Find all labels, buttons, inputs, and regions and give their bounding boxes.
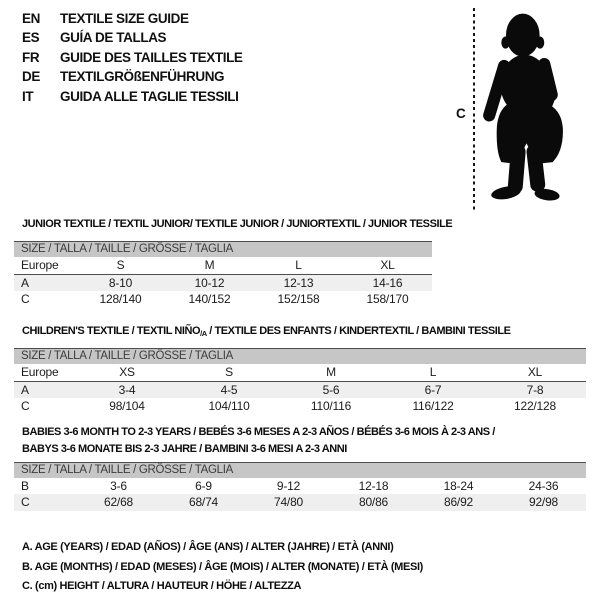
row-label: Europe [14, 364, 76, 382]
size-header-band [14, 463, 586, 478]
language-row-it [22, 87, 243, 106]
language-row-es [22, 28, 243, 47]
value-cell: 6-7 [382, 382, 484, 398]
size-header-label: SIZE / TALLA / TAILLE / GRÖSSE / TAGLIA [14, 349, 586, 364]
language-code: FR [22, 49, 40, 65]
children-title-main: CHILDREN'S TEXTILE / TEXTIL NIÑO [22, 325, 201, 337]
note-height-cm: C. (cm) HEIGHT / ALTURA / HAUTEUR / HÖHE / ALTEZZA [22, 580, 302, 592]
note-age-months: B. AGE (MONTHS) / EDAD (MESES) / ÂGE (MOIS) / ALTER (MONATE) / ETÀ (MESI) [22, 560, 423, 573]
value-cell: 68/74 [161, 494, 246, 511]
value-cell: 116/122 [412, 399, 454, 413]
value-cell: 152/158 [277, 292, 320, 306]
row-label: Europe [14, 257, 76, 275]
value-cell: 122/128 [514, 399, 556, 413]
value-cell: 12-18 [358, 478, 389, 493]
value-cell: 140/152 [188, 292, 231, 306]
row-label: C [14, 494, 76, 511]
size-cell: M [280, 364, 382, 382]
size-header-band [14, 242, 432, 257]
value-cell: 80/86 [331, 494, 416, 511]
value-cell: 8-10 [76, 275, 165, 291]
value-cell: 3-4 [76, 382, 178, 398]
language-code: DE [22, 69, 40, 85]
language-code: ES [22, 30, 40, 46]
height-measure-label: C [456, 106, 466, 121]
junior-size-table [14, 241, 432, 308]
size-cell: L [254, 257, 343, 275]
size-cell: L [382, 364, 484, 382]
value-cell: 62/68 [76, 494, 161, 511]
language-title: TEXTILE SIZE GUIDE [60, 11, 189, 26]
baby-silhouette-icon [478, 4, 590, 210]
junior-table-title: JUNIOR TEXTILE / TEXTIL JUNIOR/ TEXTILE JUNIOR / JUNIORTEXTIL / JUNIOR TESSILE [22, 218, 453, 230]
children-table-title [22, 323, 511, 343]
value-cell: 6-9 [195, 478, 212, 493]
table-row-height [14, 398, 586, 415]
children-title-rest: / TEXTILE DES ENFANTS / KINDERTEXTIL / BAMBINI TESSILE [206, 325, 511, 337]
value-cell: 128/140 [99, 292, 142, 306]
note-age-years: A. AGE (YEARS) / EDAD (AÑOS) / ÂGE (ANS) / ALTER (JAHRE) / ETÀ (ANNI) [22, 541, 394, 553]
language-list [22, 9, 243, 106]
row-label: C [21, 399, 30, 413]
table-row-europe [14, 364, 586, 382]
value-cell: 18-24 [443, 478, 474, 493]
language-title: TEXTILGRÖßENFÜHRUNG [60, 69, 225, 85]
size-header-label: SIZE / TALLA / TAILLE / GRÖSSE / TAGLIA [14, 463, 586, 478]
table-row-europe [14, 257, 432, 275]
size-cell: XL [484, 364, 586, 382]
legend-notes [22, 538, 423, 597]
size-header-band [14, 349, 586, 364]
value-cell: 3-6 [110, 478, 127, 493]
value-cell: 9-12 [276, 478, 301, 493]
value-cell: 5-6 [280, 382, 382, 398]
language-row-fr [22, 48, 243, 67]
value-cell: 10-12 [165, 275, 254, 291]
value-cell: 92/98 [501, 494, 586, 511]
height-figure [440, 0, 600, 220]
value-cell: 12-13 [254, 275, 343, 291]
babies-title-line1: BABIES 3-6 MONTH TO 2-3 YEARS / BEBÉS 3-6 MESES A 2-3 AÑOS / BÉBÉS 3-6 MOIS À 2-3 ANS / [22, 426, 495, 438]
children-size-table [14, 348, 586, 415]
language-title: GUÍA DE TALLAS [60, 30, 167, 46]
size-cell: XS [76, 364, 178, 382]
language-code: EN [22, 11, 40, 26]
value-cell: 104/110 [208, 399, 250, 413]
size-cell: M [165, 257, 254, 275]
value-cell: 110/116 [310, 399, 352, 413]
table-row-age [14, 382, 586, 398]
size-cell: S [76, 257, 165, 275]
height-measure-dashed-line [473, 8, 475, 210]
value-cell: 74/80 [246, 494, 331, 511]
row-label: A [14, 382, 76, 398]
row-label: B [21, 478, 29, 493]
table-row-age [14, 275, 432, 291]
language-title: GUIDE DES TAILLES TEXTILE [60, 49, 243, 65]
language-row-en [22, 9, 243, 28]
value-cell: 14-16 [343, 275, 432, 291]
value-cell: 158/170 [366, 292, 409, 306]
children-title-subscript: /A [200, 329, 207, 338]
table-row-months [14, 478, 586, 494]
size-header-label: SIZE / TALLA / TAILLE / GRÖSSE / TAGLIA [14, 242, 432, 257]
size-cell: S [178, 364, 280, 382]
size-cell: XL [343, 257, 432, 275]
table-row-height [14, 291, 432, 308]
value-cell: 4-5 [178, 382, 280, 398]
language-title: GUIDA ALLE TAGLIE TESSILI [60, 88, 239, 104]
babies-title-line2: BABYS 3-6 MONATE BIS 2-3 JAHRE / BAMBINI 3-6 MESI A 2-3 ANNI [22, 442, 347, 455]
table-row-height [14, 494, 586, 511]
value-cell: 24-36 [528, 478, 559, 493]
babies-table-title [22, 424, 495, 457]
value-cell: 86/92 [416, 494, 501, 511]
row-label: A [14, 275, 76, 291]
babies-size-table [14, 462, 586, 511]
language-code: IT [22, 88, 34, 104]
language-row-de [22, 67, 243, 86]
value-cell: 98/104 [109, 399, 145, 413]
value-cell: 7-8 [484, 382, 586, 398]
row-label: C [21, 292, 30, 306]
